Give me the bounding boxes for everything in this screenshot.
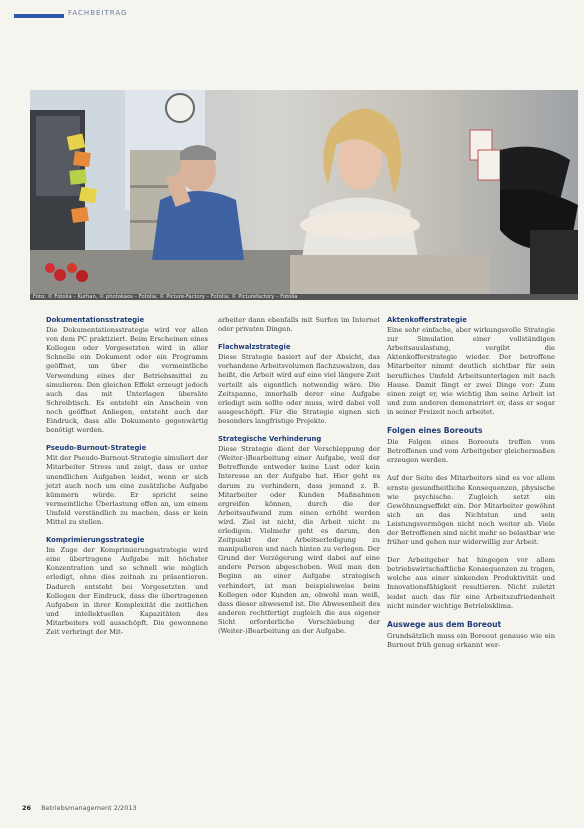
column-2: [218, 316, 380, 645]
heading-pseudo-burnout: Pseudo-Burnout-Strategie: [46, 444, 147, 453]
page-footer: [22, 804, 137, 812]
heading-auswege: Auswege aus dem Boreout: [387, 619, 502, 629]
heading-dokumentationsstrategie: Dokumentationsstrategie: [46, 316, 145, 324]
paragraph-continuation: arbeiter dann ebenfalls mit Surfen im Internet oder privaten Dingen.: [218, 316, 380, 334]
paragraph-verhinderung: Diese Strategie dient der Verschleppung der (Weiter-)Bearbeitung einer Aufgabe, weil der Betreffende entweder keine Lust oder kein Interesse an der Aufgabe hat. Hier geht es darum zu verhindern, dass jemand z. B. Mitarbeiter oder Kunden Maßnahmen ergreifen können, durch die der Arbeitsaufwand zum einen erhöht werden wird. Ziel ist nicht, die Arbeit nicht zu erledigen. Vielmehr geht es darum, den Zeitpunkt der Arbeitserledigung zu manipulieren und nach hinten zu verlegen. Der Grund der Verzögerung wird dabei auf eine andere Person abgeschoben. Weil man den Beginn an einer Aufgabe strategisch verhindert, ist man beispielsweise beim Kollegen oder Kunden an, obwohl man weiß, dass dieser abwesend ist. Die Abwesenheit des anderen rechtfertigt zugleich die aus eigener Sicht erforderliche Verschiebung der (Weiter-)Bearbeitung an der Aufgabe.: [218, 445, 380, 635]
paragraph-auswege: Grundsätzlich muss ein Boreout genauso wie ein Burnout früh genug erkannt wer-: [387, 631, 555, 649]
article-photo: [30, 90, 578, 300]
paragraph-folgen-2: Auf der Seite des Mitarbeiters sind es vor allem ernste gesundheitliche Konsequenzen, physische wie psychische. Zugleich setzt ein Gewöhnungseffekt ein. Der Mitarbeiter gewöhnt sich an das Nichtstun und sein Leistungsvermögen nicht noch weiter ab. Viele der Betroffenen sind nicht mehr so belastbar wie früher und gehen nur widerwillig zur Arbeit.: [387, 474, 555, 547]
paragraph-folgen-1: Die Folgen eines Boreouts treffen vom Betroffenen und vom Arbeitgeber gleichermaßen erzeugen werden.: [387, 438, 555, 465]
column-3: [387, 316, 555, 659]
magazine-name: Betriebsmanagement 2/2013: [41, 804, 137, 812]
heading-flachwalz: Flachwalzstrategie: [218, 343, 291, 352]
heading-folgen: Folgen eines Boreouts: [387, 426, 483, 436]
page-number: 26: [22, 804, 32, 812]
photo-caption: Foto: © Fotolia – Kurhan, © photokaos – Fotolia; © Picture-Factory – Fotolia; © Picturefactory – Fotolia: [33, 294, 298, 300]
paragraph-flachwalz: Diese Strategie basiert auf der Absicht, das vorhandene Arbeitsvolumen flachzuwalzen, das heißt, die Arbeit wird auf eine viel längere Zeit verteilt als eigentlich notwendig wäre. Die Zeitspanne, innerhalb derer eine Aufgabe erledigt sein sollte oder muss, wird dabei voll ausgeschöpft. Für die Strategie eignen sich besonders langfristige Projekte.: [218, 353, 380, 425]
column-1: [46, 316, 208, 646]
section-label: FACHBEITRAG: [68, 9, 128, 17]
heading-komprimierung: Komprimierungsstrategie: [46, 536, 145, 545]
paragraph-folgen-3: Der Arbeitgeber hat hingegen vor allem betriebswirtschaftliche Konsequenzen zu tragen, welche aus einer sinkenden Produktivität und Innovationsfähigkeit resultieren. Nicht zuletzt leidet auch das für eine Arbeitszufriedenheit nicht minder wichtige Betriebsklima.: [387, 556, 555, 610]
paragraph-komprimierung: Im Zuge der Komprimierungsstrategie wird eine übertragene Aufgabe mit höchster Konzentration und so schnell wie möglich erledigt, ohne dies zeitnah zu präsentieren. Dadurch entsteht bei Vorgesetzten und Kollegen der Eindruck, dass die übertragenen Aufgaben in ihrer Komplexität die zeitlichen und intellektuellen Kapazitäten des Mitarbeiters voll ausschöpft. Die gewonnene Zeit verbringt der Mit-: [46, 546, 208, 636]
paragraph-aktenkoffer: Eine sehr einfache, aber wirkungsvolle Strategie zur Simulation einer vollständigen Arbeitsauslastung, vergibt die Aktenkofferstrategie wieder. Der betroffene Mitarbeiter nimmt deutlich sichtbar für sein berufliches Umfeld Arbeitsunterlagen mit nach Hause. Damit fängt er zwei Dinge vor: Zum einen zeigt er, wie wichtig ihm seine Arbeit ist und zum anderen demonstriert er, dass er sogar in seiner Freizeit noch arbeitet.: [387, 326, 555, 416]
heading-verhinderung: Strategische Verhinderung: [218, 435, 322, 444]
heading-aktenkoffer: Aktenkofferstrategie: [387, 316, 467, 324]
header-bar: [14, 14, 64, 18]
paragraph-pseudo-burnout: Mit der Pseudo-Burnout-Strategie simuliert der Mitarbeiter Stress und zeigt, dass er unter unendlichen Aufgaben leidet, wenn er sich jetzt auch noch um eine zusätzliche Aufgabe kümmern würde. Er spricht seine vermeintliche Überlastung offen an, um einem Umfeld verständlich zu machen, dass er kein Mittel zu stellen.: [46, 454, 208, 526]
paragraph-dokumentationsstrategie: Die Dokumentationsstrategie wird vor allen von dem PC praktiziert. Beim Erscheinen eines Kollegen oder Vorgesetzten wird in aller Schnelle ein Dokument oder ein Programm geöffnet, um über die vermeintliche Verwendung eines der Betriebsmittel zu simulieren. Den gleichen Effekt erzeugt jedoch auch das mit Unterlagen übersäte Schreibtisch. Es entsteht ein Anschein von noch geöffnet Anliegen, entsteht auch der Eindruck, dass alle Dokumente gegenwärtig benötigt werden.: [46, 326, 208, 435]
